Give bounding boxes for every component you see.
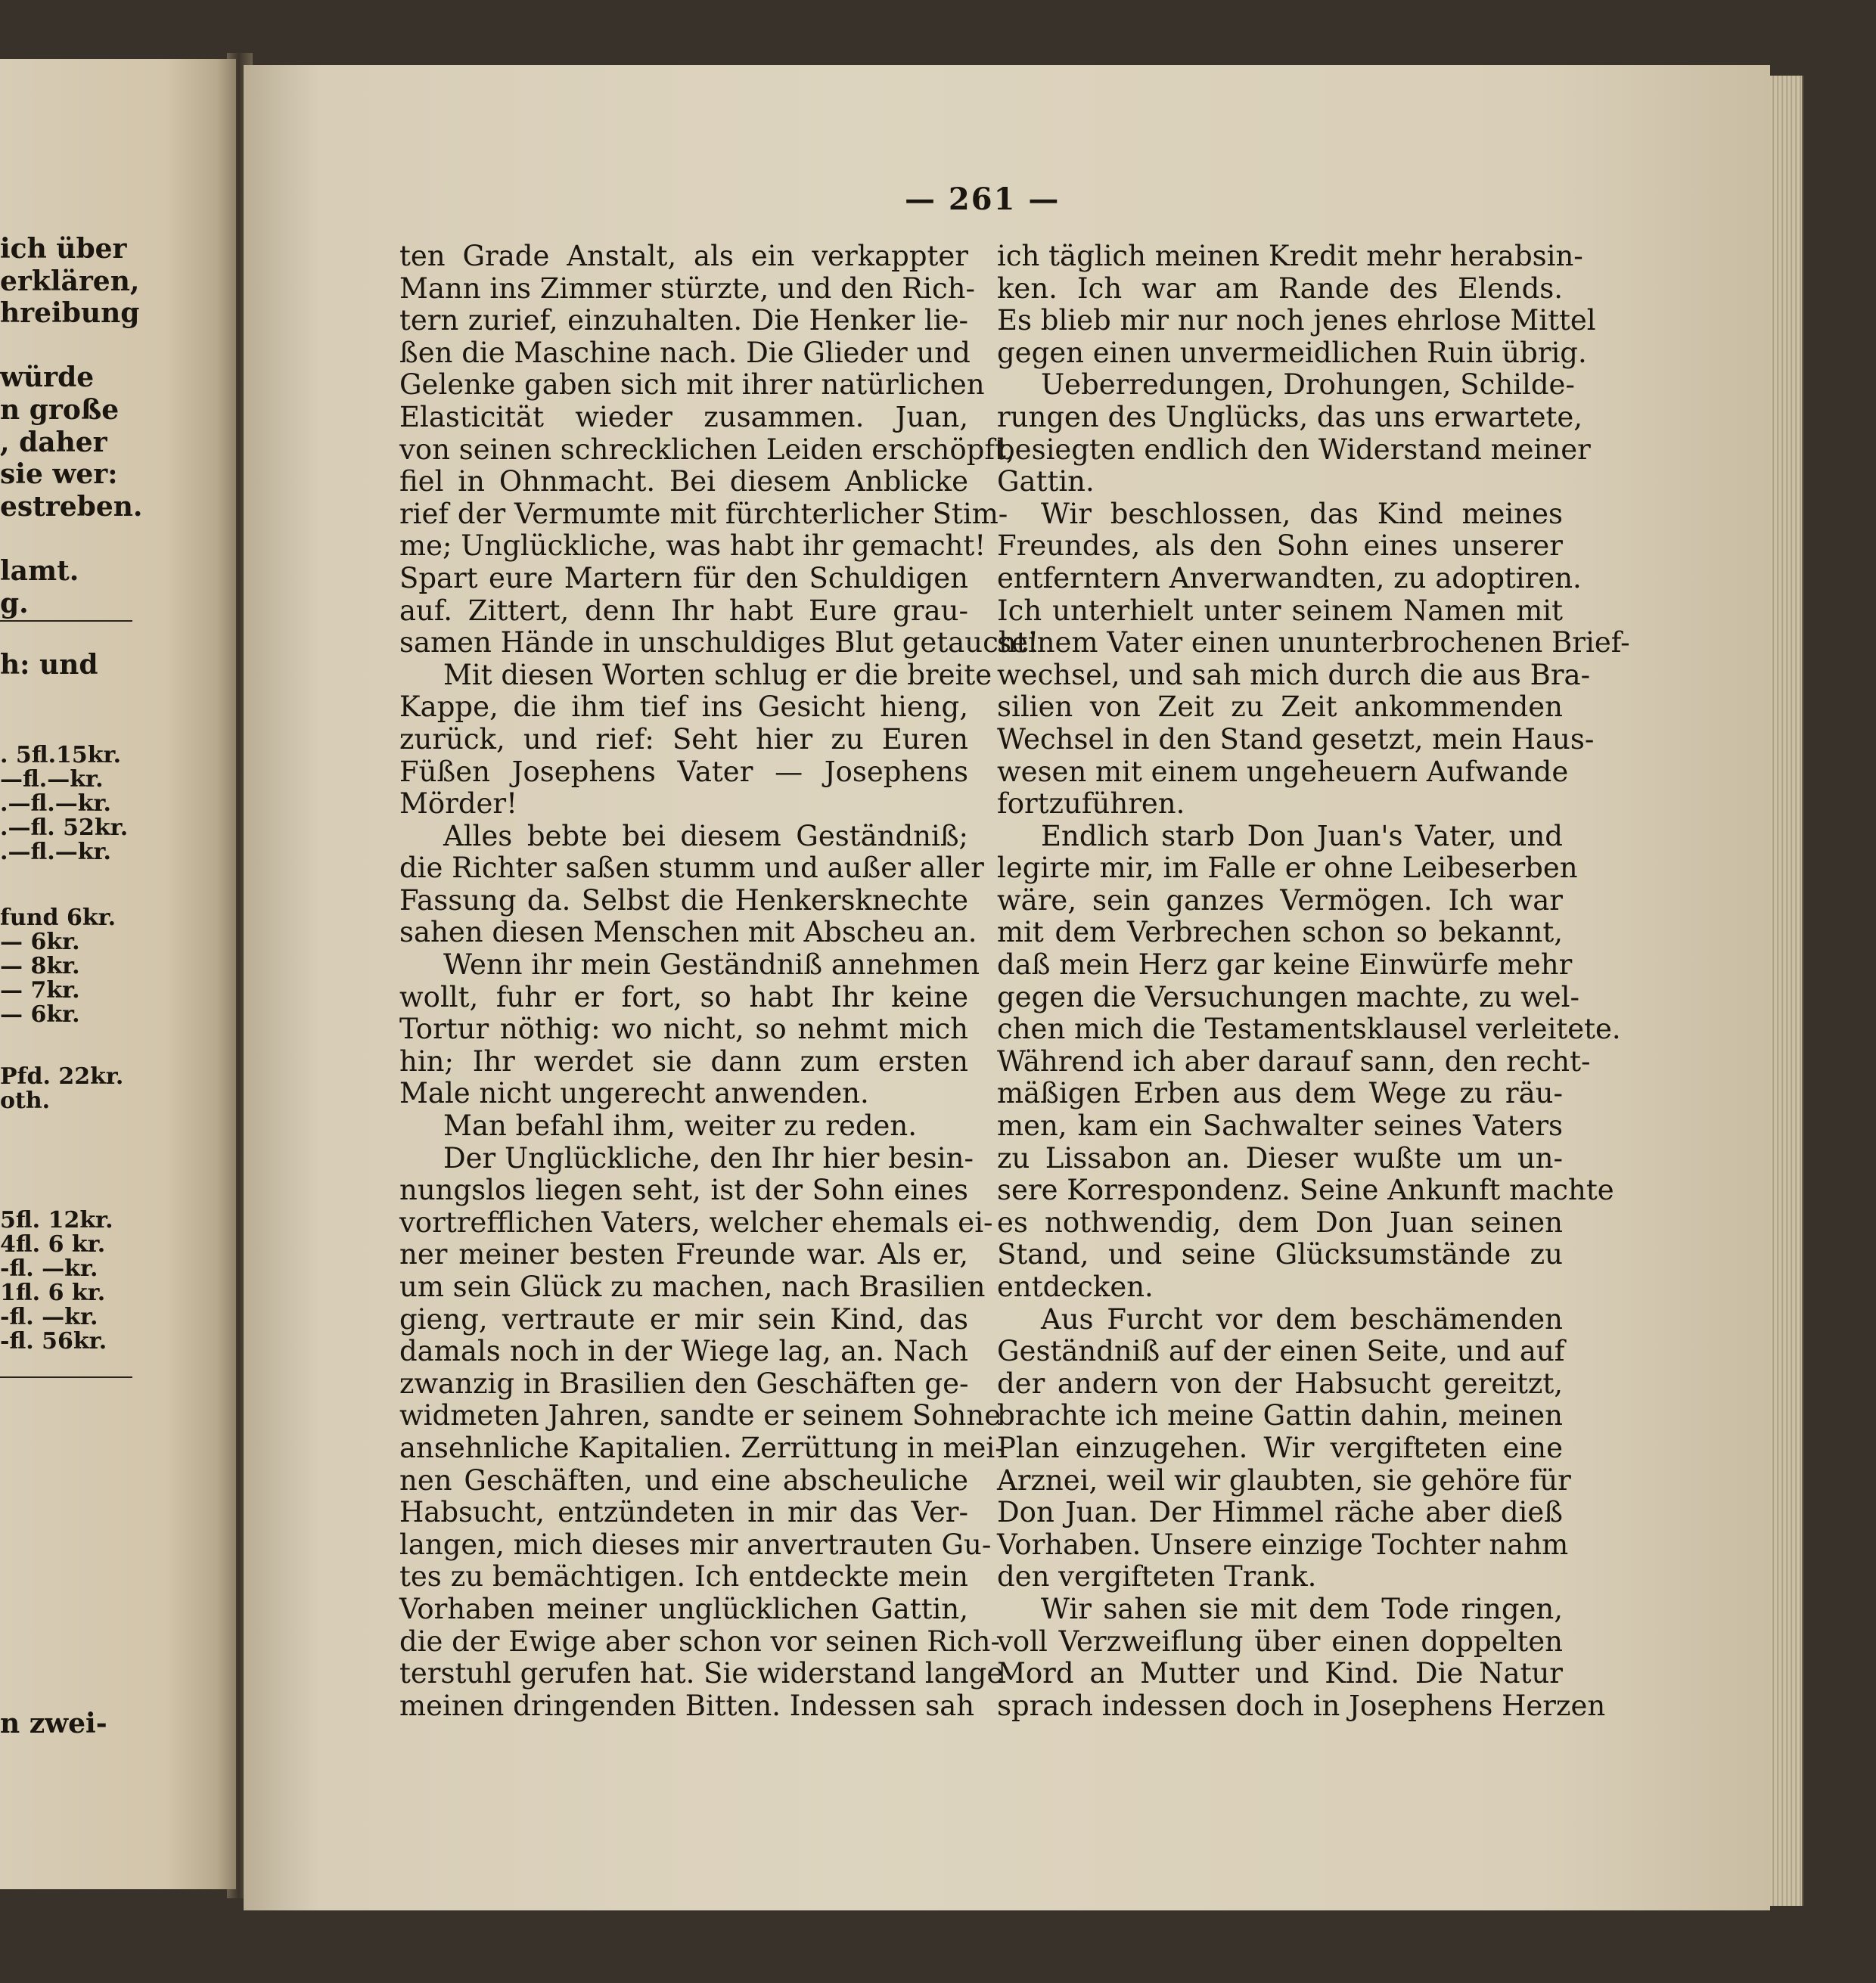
text-line: Fassung da. Selbst die Henkersknechte (399, 883, 968, 917)
text-line: Gattin. (997, 465, 1095, 498)
text-line: Gelenke gaben sich mit ihrer natürlichen (399, 368, 985, 402)
text-line: widmeten Jahren, sandte er seinem Sohne (399, 1399, 1002, 1432)
left-rule-bottom (0, 1376, 132, 1378)
left-rule-top (0, 620, 132, 622)
text-line: um sein Glück zu machen, nach Brasilien (399, 1271, 986, 1303)
price-line: fund 6kr. (0, 905, 116, 931)
text-line: ich täglich meinen Kredit mehr herabsin- (997, 240, 1583, 272)
text-line: Mann ins Zimmer stürzte, und den Rich- (399, 272, 976, 305)
price-line: — 8kr. (0, 953, 80, 979)
text-line: zwanzig in Brasilien den Geschäften ge- (399, 1367, 969, 1400)
text-line: ansehnliche Kapitalien. Zerrüttung in mei- (399, 1431, 1005, 1464)
text-line: besiegten endlich den Widerstand meiner (997, 433, 1591, 466)
text-line: zurück, und rief: Seht hier zu Euren (399, 722, 968, 756)
text-line: Geständniß auf der einen Seite, und auf (997, 1335, 1565, 1368)
text-line: vortrefflichen Vaters, welcher ehemals ei- (399, 1206, 993, 1239)
text-line: die der Ewige aber schon vor seinen Rich- (399, 1625, 1000, 1658)
text-line: den vergifteten Trank. (997, 1560, 1317, 1594)
text-line: legirte mir, im Falle er ohne Leibeserben (997, 852, 1578, 885)
text-line: von seinen schrecklichen Leiden erschöpft, (399, 433, 1015, 466)
text-line: Wir sahen sie mit dem Tode ringen, (1041, 1592, 1563, 1625)
text-line: mit dem Verbrechen schon so bekannt, (997, 916, 1563, 949)
price-line: -fl. 56kr. (0, 1328, 107, 1355)
text-line: voll Verzweiflung über einen doppelten (997, 1625, 1563, 1658)
text-line: samen Hände in unschuldiges Blut getaucht! (399, 626, 1039, 659)
text-line: tern zurief, einzuhalten. Die Henker lie- (399, 304, 968, 337)
page-edge-stack (1770, 76, 1803, 1906)
text-line: Kappe, die ihm tief ins Gesicht hieng, (399, 690, 968, 724)
text-line: Freundes, als den Sohn eines unserer (997, 529, 1563, 563)
text-line: Male nicht ungerecht anwenden. (399, 1077, 869, 1110)
text-line: Ueberredungen, Drohungen, Schilde- (1041, 368, 1575, 402)
text-line: brachte ich meine Gattin dahin, meinen (997, 1399, 1563, 1432)
text-line: wollt, fuhr er fort, so habt Ihr keine (399, 980, 968, 1013)
text-line: mäßigen Erben aus dem Wege zu räu- (997, 1077, 1563, 1110)
text-line: wesen mit einem ungeheuern Aufwande (997, 755, 1569, 788)
price-line: —fl.—kr. (0, 766, 104, 793)
text-line: der andern von der Habsucht gereitzt, (997, 1367, 1563, 1400)
left-fragment: h: und (0, 649, 98, 681)
left-price-list-3 (0, 1065, 132, 1113)
text-line: Vorhaben. Unsere einzige Tochter nahm (997, 1528, 1569, 1561)
text-line: Man befahl ihm, weiter zu reden. (443, 1109, 918, 1143)
text-line: men, kam ein Sachwalter seines Vaters (997, 1109, 1563, 1143)
text-line: Füßen Josephens Vater — Josephens (399, 755, 968, 788)
text-line: Wechsel in den Stand gesetzt, mein Haus- (997, 722, 1595, 756)
text-line: nen Geschäften, und eine abscheuliche (399, 1463, 968, 1497)
left-fragment (0, 523, 132, 555)
price-line: — 7kr. (0, 977, 80, 1004)
text-line: gieng, vertraute er mir sein Kind, das (399, 1302, 968, 1336)
left-fragment: estreben. (0, 490, 143, 523)
text-line: Wir beschlossen, das Kind meines (1041, 497, 1563, 530)
text-line: ken. Ich war am Rande des Elends. (997, 272, 1563, 305)
left-price-list-1 (0, 743, 132, 864)
left-fragment-bottom (0, 1708, 132, 1740)
text-line: Der Unglückliche, den Ihr hier besin- (443, 1141, 974, 1175)
text-line: damals noch in der Wiege lag, an. Nach (399, 1335, 968, 1368)
text-line: wäre, sein ganzes Vermögen. Ich war (997, 883, 1563, 917)
text-line: Don Juan. Der Himmel räche aber dieß (997, 1496, 1563, 1529)
text-line: die Richter saßen stumm und außer aller (399, 852, 984, 885)
left-fragment: , daher (0, 426, 107, 458)
left-fragment: n große (0, 393, 120, 426)
left-fragment: n zwei- (0, 1708, 107, 1739)
left-price-list-2 (0, 906, 132, 1027)
left-fragment: lamt. (0, 554, 79, 587)
price-line: -fl. —kr. (0, 1304, 98, 1330)
text-line: Während ich aber darauf sann, den recht- (997, 1044, 1591, 1078)
text-line: langen, mich dieses mir anvertrauten Gu- (399, 1528, 992, 1561)
left-fragment: würde (0, 362, 95, 394)
text-line: Vorhaben meiner unglücklichen Gattin, (399, 1592, 968, 1625)
price-line: 1fl. 6 kr. (0, 1280, 106, 1306)
price-line: oth. (0, 1088, 51, 1114)
price-line: 5fl. 12kr. (0, 1207, 113, 1234)
text-line: sprach indessen doch in Josephens Herzen (997, 1689, 1606, 1722)
text-line: Alles bebte bei diesem Geständniß; (443, 819, 968, 852)
text-line: Mord an Mutter und Kind. Die Natur (997, 1657, 1563, 1690)
text-line: Spart eure Martern für den Schuldigen (399, 561, 968, 594)
text-line: rungen des Unglücks, das uns erwartete, (997, 400, 1583, 433)
text-line: gegen die Versuchungen machte, zu wel- (997, 980, 1580, 1013)
text-line: hin; Ihr werdet sie dann zum ersten (399, 1044, 968, 1078)
text-line: rief der Vermumte mit fürchterlicher Stim- (399, 497, 1008, 530)
price-line: -fl. —kr. (0, 1255, 98, 1282)
left-page (0, 59, 236, 1889)
text-line: Ich unterhielt unter seinem Namen mit (997, 594, 1563, 627)
price-line: .—fl.—kr. (0, 839, 111, 865)
left-fragment (0, 330, 132, 362)
page-number: — 261 — (905, 182, 1061, 217)
price-line: — 6kr. (0, 1001, 80, 1028)
text-line: Mit diesen Worten schlug er die breite (443, 658, 992, 691)
text-line: ßen die Maschine nach. Die Glieder und (399, 336, 971, 369)
text-line: tes zu bemächtigen. Ich entdeckte mein (399, 1560, 968, 1594)
text-line: chen mich die Testamentsklausel verleitete. (997, 1013, 1621, 1046)
text-column-right (997, 240, 1630, 1722)
text-line: fortzuführen. (997, 787, 1185, 821)
price-line: .—fl.—kr. (0, 790, 111, 817)
text-line: Endlich starb Don Juan's Vater, und (1041, 819, 1563, 852)
left-fragment: ich über (0, 233, 127, 265)
price-line: Pfd. 22kr. (0, 1063, 124, 1090)
text-line: Mörder! (399, 787, 517, 821)
price-line: .—fl. 52kr. (0, 815, 129, 841)
left-page-text-fragments (0, 233, 143, 619)
text-line: Aus Furcht vor dem beschämenden (1041, 1302, 1563, 1336)
left-fragment: erklären, (0, 265, 140, 297)
price-line: . 5fl.15kr. (0, 742, 122, 768)
left-fragment-after-rule (0, 649, 132, 681)
text-line: wechsel, und sah mich durch die aus Bra- (997, 658, 1591, 691)
text-line: Wenn ihr mein Geständniß annehmen (443, 948, 980, 982)
text-line: Plan einzugehen. Wir vergifteten eine (997, 1431, 1563, 1464)
text-line: Habsucht, entzündeten in mir das Ver- (399, 1496, 968, 1529)
text-line: Stand, und seine Glücksumstände zu (997, 1238, 1563, 1271)
text-line: silien von Zeit zu Zeit ankommenden (997, 690, 1563, 724)
text-line: zu Lissabon an. Dieser wußte um un- (997, 1141, 1563, 1175)
text-line: ten Grade Anstalt, als ein verkappter (399, 240, 968, 272)
text-line: entdecken. (997, 1271, 1154, 1303)
text-line: me; Unglückliche, was habt ihr gemacht! (399, 529, 986, 563)
text-line: daß mein Herz gar keine Einwürfe mehr (997, 948, 1573, 982)
text-line: Elasticität wieder zusammen. Juan, (399, 400, 968, 433)
text-line: Arznei, weil wir glaubten, sie gehöre für (997, 1463, 1571, 1497)
left-fragment: g. (0, 587, 29, 619)
text-line: entferntern Anverwandten, zu adoptiren. (997, 561, 1582, 594)
text-line: ner meiner besten Freunde war. Als er, (399, 1238, 968, 1271)
left-fragment: hreibung (0, 297, 140, 330)
text-line: nungslos liegen seht, ist der Sohn eines (399, 1174, 968, 1207)
price-line: 4fl. 6 kr. (0, 1231, 106, 1258)
text-line: fiel in Ohnmacht. Bei diesem Anblicke (399, 465, 968, 498)
text-line: Es blieb mir nur noch jenes ehrlose Mittel (997, 304, 1596, 337)
left-price-list-4 (0, 1209, 132, 1354)
text-line: es nothwendig, dem Don Juan seinen (997, 1206, 1563, 1239)
text-line: gegen einen unvermeidlichen Ruin übrig. (997, 336, 1587, 369)
left-fragment: sie wer: (0, 458, 118, 491)
text-line: terstuhl gerufen hat. Sie widerstand lange (399, 1657, 1004, 1690)
text-line: auf. Zittert, denn Ihr habt Eure grau- (399, 594, 968, 627)
text-line: seinem Vater einen ununterbrochenen Brief- (997, 626, 1630, 659)
text-line: sahen diesen Menschen mit Abscheu an. (399, 916, 977, 949)
text-column-left (399, 240, 1039, 1722)
text-line: sere Korrespondenz. Seine Ankunft machte (997, 1174, 1614, 1207)
price-line: — 6kr. (0, 929, 80, 955)
text-line: meinen dringenden Bitten. Indessen sah (399, 1689, 975, 1722)
text-line: Tortur nöthig: wo nicht, so nehmt mich (399, 1013, 968, 1046)
